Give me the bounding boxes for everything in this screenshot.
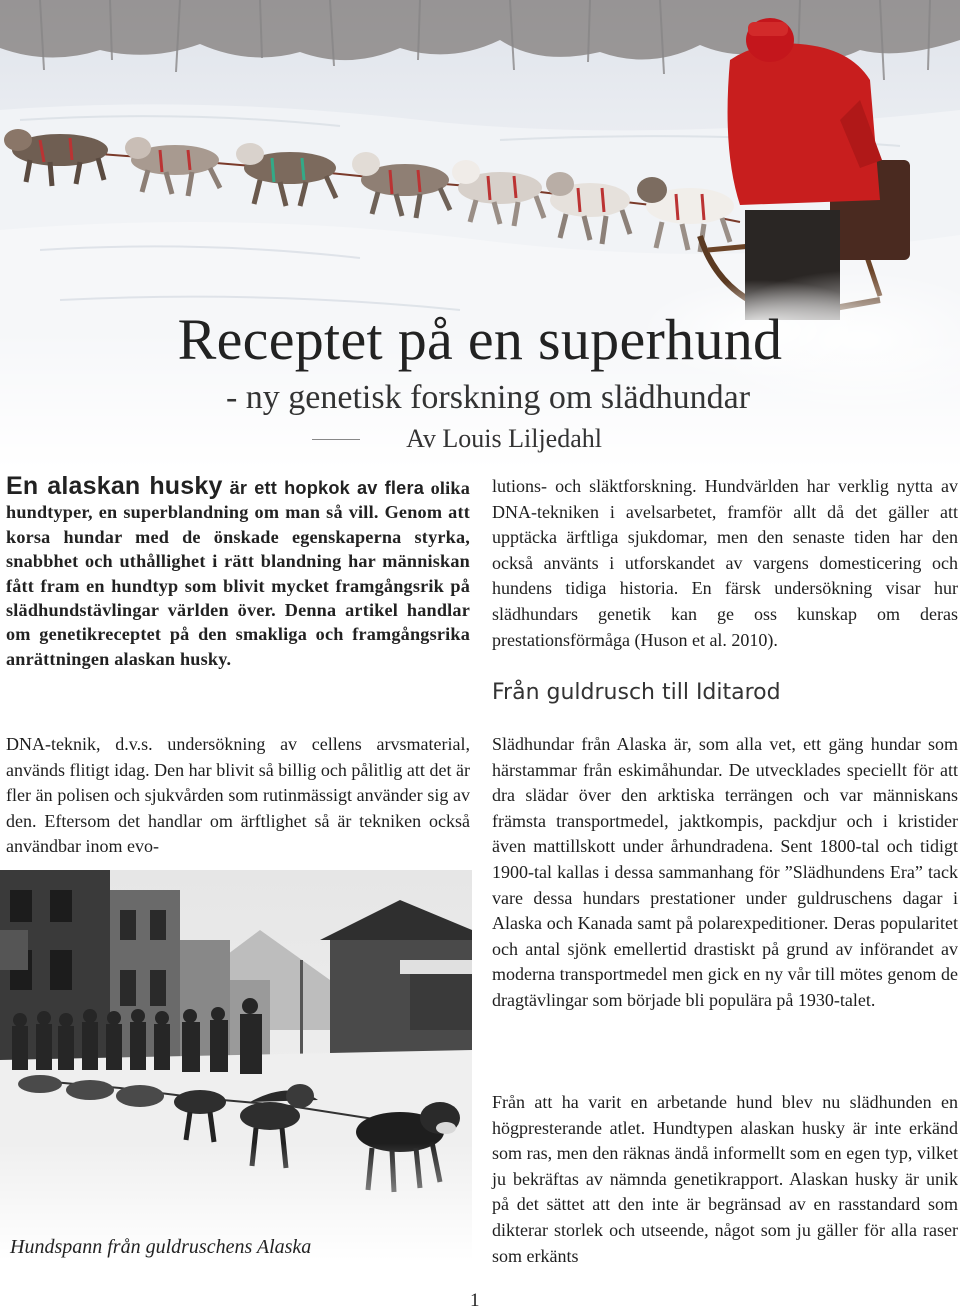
historical-photo-dog-team: [0, 870, 472, 1260]
right-column-paragraph-2: Slädhundar från Alaska är, som alla vet, ett gäng hundar som härstammar från eskimåhundar. De utvecklades speciellt för att dra slädar över den arktiska terrängen och var människans främsta transportmedel, jaktkompis, packdjur och i kristider även mattillskott under århundradena. Sent 1800-tal och tidigt 1900-tal kallas i dessa sammanhang för ”Slädhundens Era” tack vare dessa hundars prestationer under guldruschens dagar i Alaska och Kanada samt på polarexpeditioner. Deras popularitet och antal sjönk emellertid drastiskt på grund av införandet av moderna transportmedel men gick en ny vår till mötes genom de dragtävlingar som började bli populära på 1930-talet.: [492, 734, 958, 1010]
page-number: 1: [470, 1290, 480, 1311]
right-column-paragraph-3: Från att ha varit en arbetande hund blev nu slädhunden en högpresterande atlet. Hundtypen alaskan husky är inte erkänd som ras, men den räknas ändå informellt som en egen typ, vilket ju bekräftas av nämnda genetikrapport. Alaskan husky är unik på det sättet att den inte är begränsad av en rasstandard som dikterar storlek och utseende, något som ju gäller för alla raser som erkänts: [492, 1092, 958, 1266]
lede-text: olika hundtyper, en superblandning om man så vill. Genom att korsa hundar med de önskade egenskaperna styrka, snabbhet och uthållighet i rätt blandning har människan fått fram en hundtyp som blivit mycket framgångsrik på slädhundstävlingar världen över. Denna artikel handlar om genetikreceptet på den smakliga och framgångsrika anrättningen alaskan husky.: [6, 478, 470, 669]
lede-lead-rest: är ett hopkok av flera: [222, 478, 425, 498]
photo-caption: Hundspann från guldruschens Alaska: [10, 1236, 312, 1258]
byline: Av Louis Liljedahl: [406, 424, 602, 453]
byline-rule: [312, 439, 360, 440]
lede-paragraph: [6, 474, 470, 671]
page-title: Receptet på en superhund: [177, 307, 783, 372]
lede-lead-strong: En alaskan husky: [6, 472, 223, 500]
left-column-paragraph: DNA-teknik, d.v.s. undersökning av cellens arvsmaterial, används flitigt idag. Den har blivit så billig och pålitlig att det är fler än polisen och sjukvården som rutinmässigt använder sig av den. Eftersom det handlar om ärftlighet så är tekniken också användbar inom evo-: [6, 734, 470, 857]
page-subtitle: - ny genetisk forskning om slädhundar: [225, 379, 751, 416]
right-column-paragraph-1: lutions- och släktforskning. Hundvärlden har verklig nytta av DNA-tekniken i avelsarbetet, framför allt då det gäller att upptäcka ärftliga sjukdomar, men den senaste tiden har den också använts i utforskandet av vargens domesticering och hundens tidiga historia. En färsk undersökning visar hur slädhundars genetik kan ge oss kunskap om deras prestationsförmåga (Huson et al. 2010).: [492, 476, 958, 650]
section-heading: Från guldrusch till Iditarod: [492, 680, 781, 705]
